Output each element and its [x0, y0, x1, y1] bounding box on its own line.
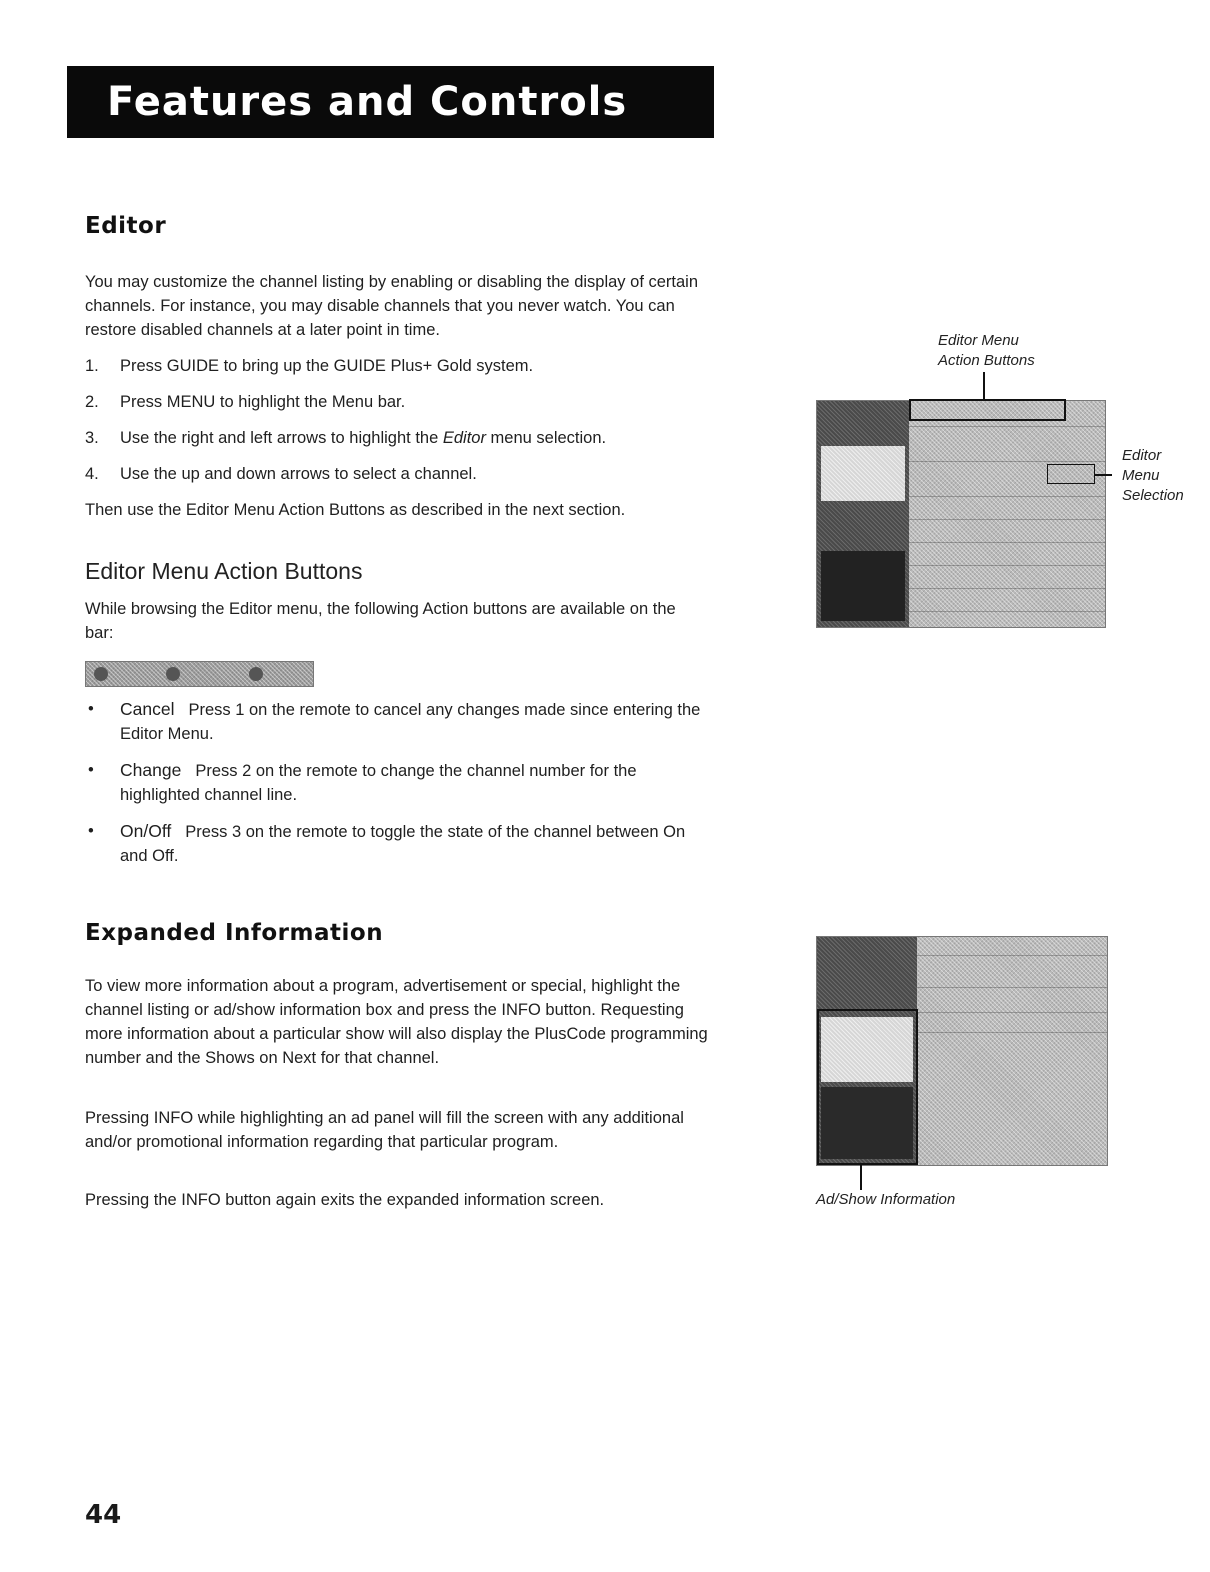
step-1: [85, 354, 725, 390]
step-text-emphasis: Editor: [442, 429, 486, 447]
bullet-term: Change: [120, 760, 182, 780]
figure1-caption-top: [938, 331, 1035, 371]
ad-show-highlight: [817, 1009, 918, 1165]
callout-line: [1094, 474, 1112, 476]
listing-panel: [909, 401, 1105, 627]
step-number: 4.: [85, 465, 99, 483]
step-text-part: Use the right and left arrows to highlight the: [120, 429, 443, 447]
expanded-para-2: Pressing INFO while highlighting an ad panel will fill the screen with any additional and/or promotional information regarding that particular program.: [85, 1109, 684, 1151]
caption-line: Action Buttons: [938, 352, 1035, 369]
bullet-text: Press 3 on the remote to toggle the state of the channel between On and Off.: [120, 823, 686, 865]
menu-selection-highlight: [1047, 464, 1095, 484]
step-text: Press GUIDE to bring up the GUIDE Plus+ Gold system.: [120, 357, 534, 375]
step-number: 1.: [85, 357, 99, 375]
callout-line: [860, 1164, 862, 1190]
step-text: [120, 426, 606, 450]
figure1-caption-right: [1122, 446, 1184, 506]
action-buttons-highlight: [909, 399, 1066, 421]
bullet-dot: •: [88, 822, 94, 840]
ad-image: [821, 446, 905, 501]
info-text-panel: [917, 937, 1107, 1165]
step-3: [85, 426, 725, 462]
bullet-change: [85, 758, 705, 807]
button-3-icon: [249, 667, 263, 681]
bullet-text: Press 1 on the remote to cancel any changes made since entering the Editor Menu.: [120, 701, 701, 743]
bullet-term: On/Off: [120, 821, 172, 841]
bullet-dot: •: [88, 700, 94, 718]
action-buttons-intro: While browsing the Editor menu, the following Action buttons are available on the bar:: [85, 600, 676, 642]
bullet-cancel: [85, 697, 705, 746]
action-button-list: [85, 697, 705, 880]
bullet-onoff: [85, 819, 705, 868]
expanded-info-screen-image: [816, 936, 1108, 1166]
editor-steps: [85, 354, 725, 498]
button-1-icon: [94, 667, 108, 681]
figure2-caption: Ad/Show Information: [816, 1191, 956, 1208]
page-number: 44: [85, 1500, 122, 1530]
step-number: 2.: [85, 393, 99, 411]
bullet-term: Cancel: [120, 699, 175, 719]
expanded-para-1: To view more information about a program, advertisement or special, highlight the channel listing or ad/show information box and press the INFO button. Requesting more information about a particular show will also display the PlusCode programming number and the Shows on Next for that channel.: [85, 977, 708, 1067]
action-button-bar-image: [85, 661, 314, 687]
expanded-heading: Expanded Information: [85, 920, 384, 946]
caption-line: Selection: [1122, 487, 1184, 504]
caption-line: Menu: [1122, 467, 1160, 484]
editor-heading: Editor: [85, 213, 167, 239]
bullet-text: Press 2 on the remote to change the channel number for the highlighted channel line.: [120, 762, 637, 804]
callout-line: [983, 372, 985, 400]
step-text-part: menu selection.: [485, 429, 607, 447]
caption-line: Editor Menu: [938, 332, 1019, 349]
ad-image: [821, 551, 905, 621]
action-buttons-heading: Editor Menu Action Buttons: [85, 558, 363, 584]
caption-line: Editor: [1122, 447, 1162, 464]
button-2-icon: [166, 667, 180, 681]
bullet-dot: •: [88, 761, 94, 779]
editor-intro: You may customize the channel listing by enabling or disabling the display of certain channels. For instance, you may disable channels that you never watch. You can restore disabled channels at a later point in time.: [85, 273, 699, 339]
editor-after-steps: Then use the Editor Menu Action Buttons as described in the next section.: [85, 501, 626, 519]
page-title: Features and Controls: [67, 66, 714, 138]
editor-screen-image: [816, 400, 1106, 628]
step-text: Use the up and down arrows to select a channel.: [120, 465, 477, 483]
expanded-para-3: Pressing the INFO button again exits the expanded information screen.: [85, 1191, 605, 1209]
ad-panel: [817, 401, 909, 627]
step-text: Press MENU to highlight the Menu bar.: [120, 393, 406, 411]
step-4: [85, 462, 725, 498]
step-2: [85, 390, 725, 426]
step-number: 3.: [85, 429, 99, 447]
